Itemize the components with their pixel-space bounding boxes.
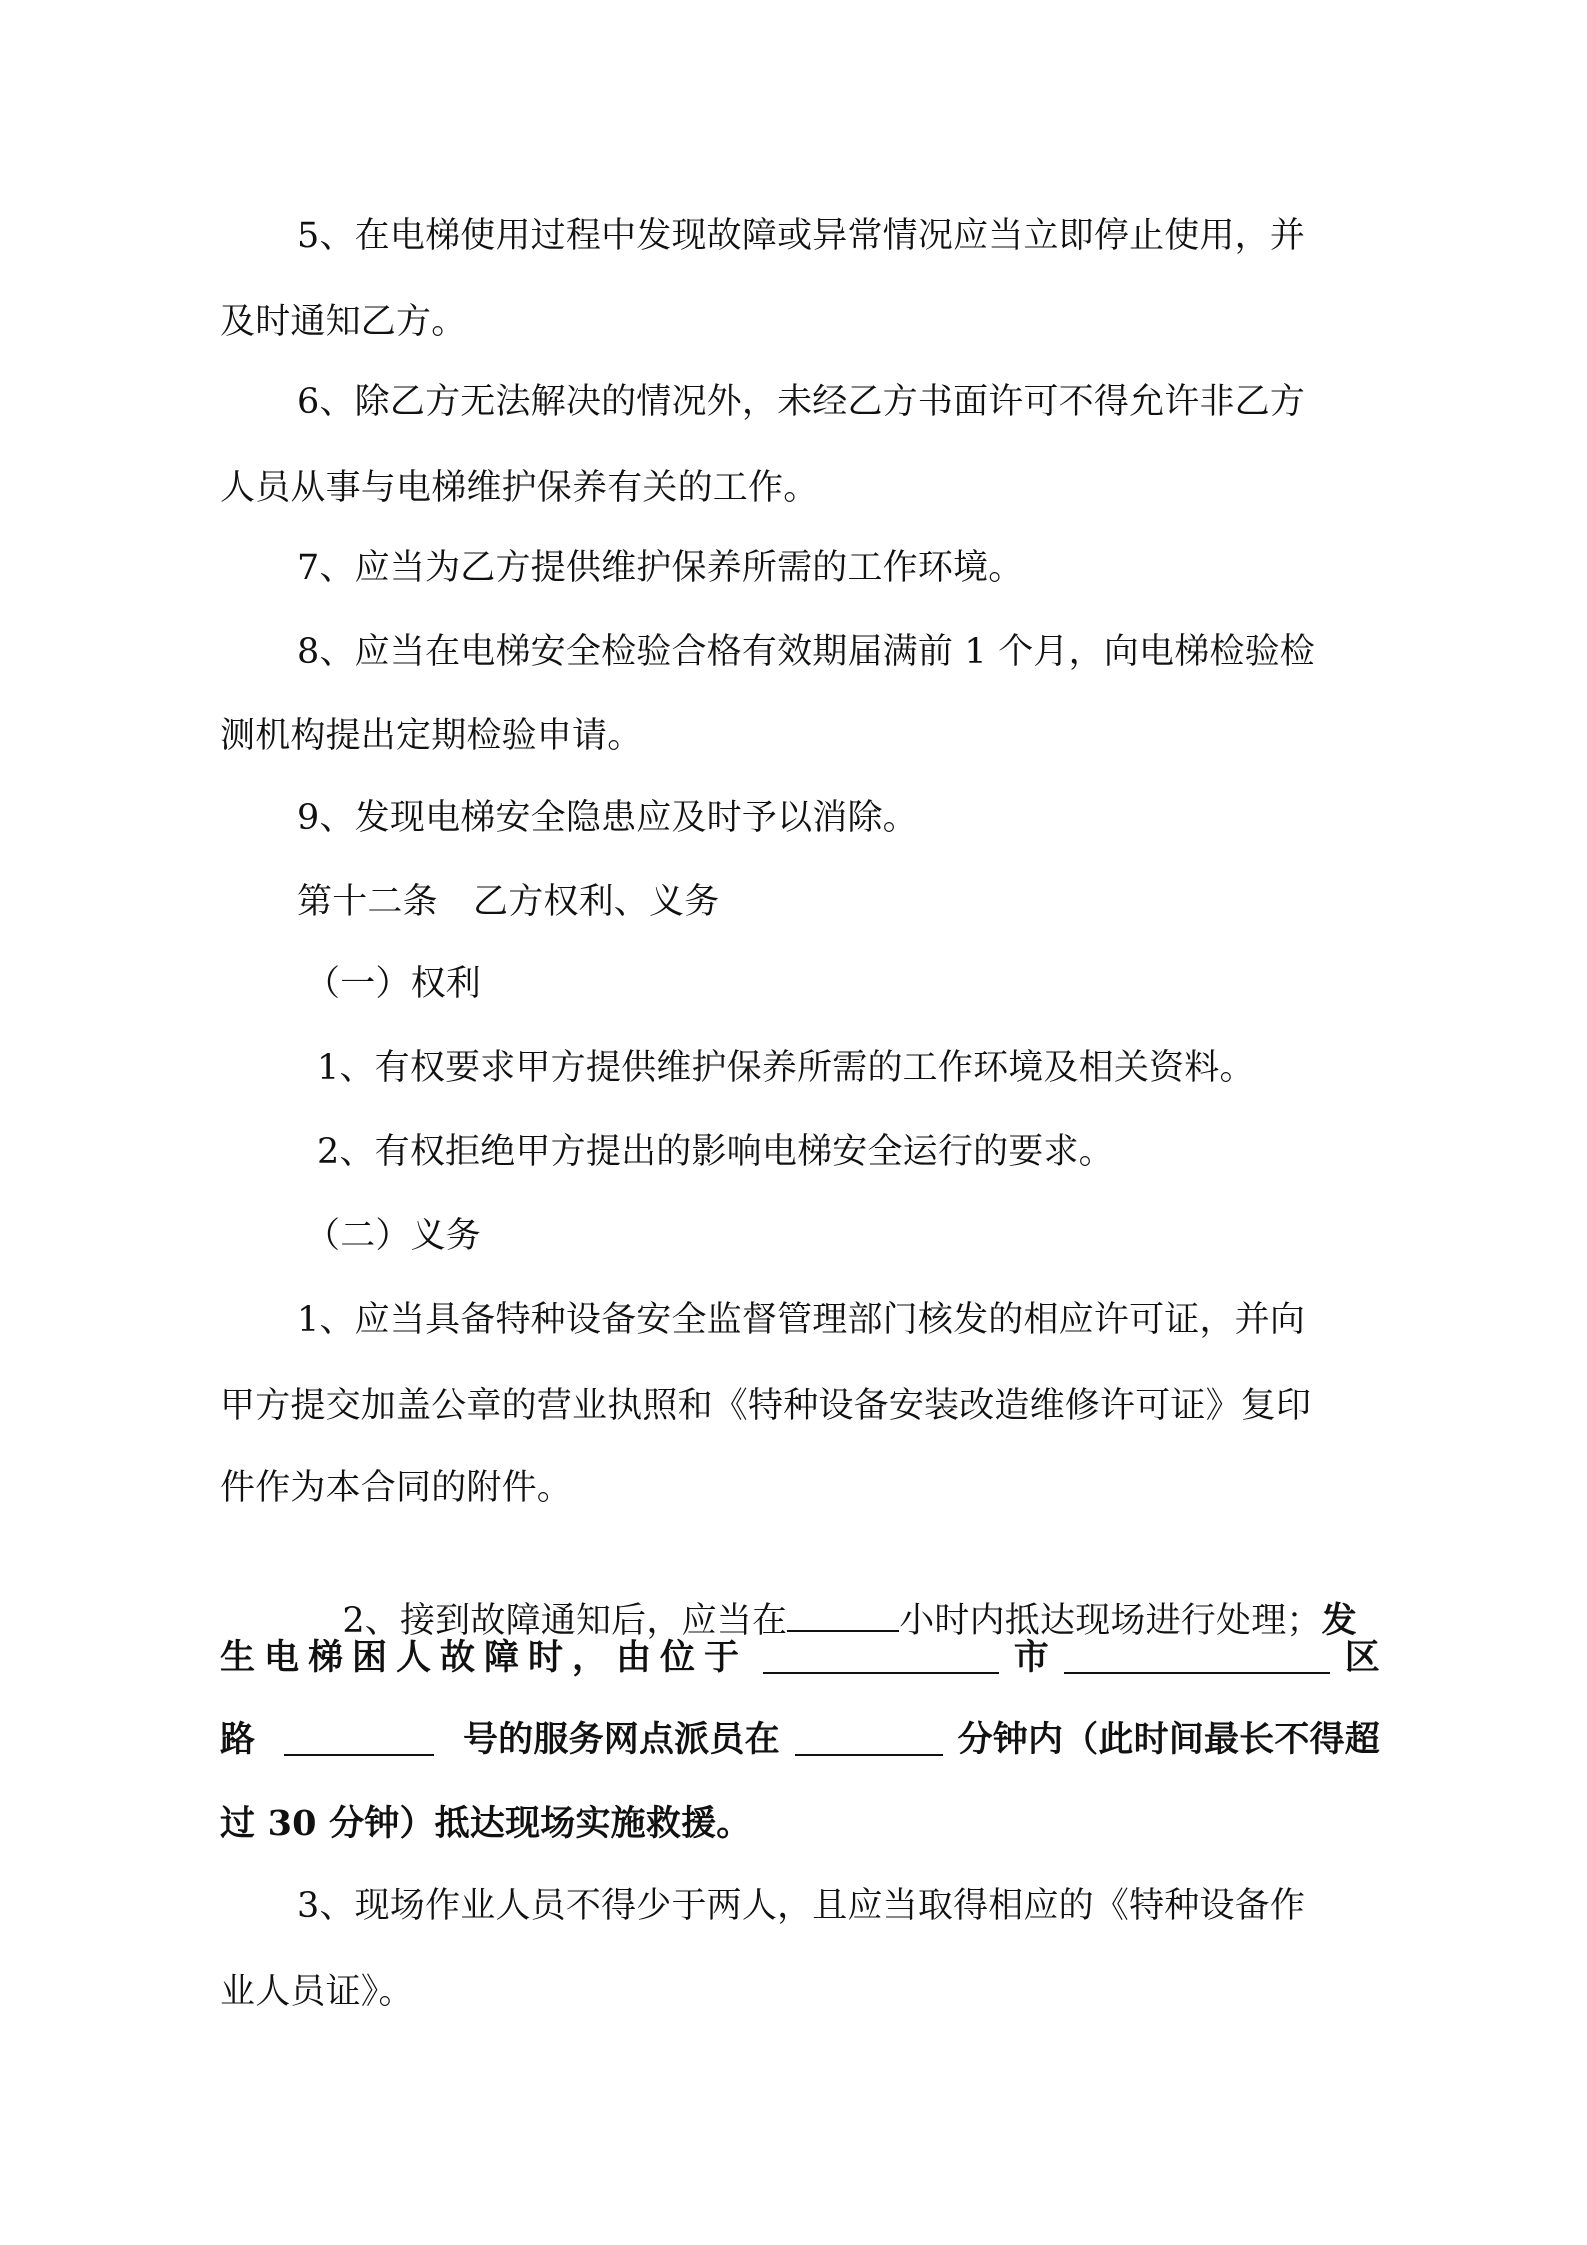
duties-2-line-1 — [297, 1550, 1357, 1641]
paragraph-8-line-1: 8、应当在电梯安全检验合格有效期届满前 1 个月，向电梯检验检 — [297, 632, 1315, 672]
rights-item-1: 1、有权要求甲方提供维护保养所需的工作环境及相关资料。 — [317, 1048, 1255, 1088]
duties-2-line-4: 过 30 分钟）抵达现场实施救援。 — [220, 1803, 752, 1844]
district-blank[interactable] — [1064, 1636, 1330, 1674]
paragraph-7-line-1: 7、应当为乙方提供维护保养所需的工作环境。 — [297, 548, 1024, 588]
duties-2-line-3-text-a: 路 — [220, 1719, 256, 1760]
rights-heading: （一）权利 — [305, 964, 482, 1004]
article-heading: 第十二条 乙方权利、义务 — [297, 882, 720, 922]
duties-2-line-1-text-b: 小时内抵达现场进行处理； — [899, 1601, 1322, 1641]
duties-3-line-1: 3、现场作业人员不得少于两人，且应当取得相应的《特种设备作 — [297, 1886, 1306, 1926]
paragraph-5-line-1: 5、在电梯使用过程中发现故障或异常情况应当立即停止使用，并 — [297, 216, 1306, 256]
duties-2-line-1-text-c: 发 — [1321, 1600, 1357, 1641]
duties-1-line-2: 甲方提交加盖公章的营业执照和《特种设备安装改造维修许可证》复印 — [220, 1386, 1312, 1426]
rights-item-2: 2、有权拒绝甲方提出的影响电梯安全运行的要求。 — [317, 1132, 1114, 1172]
paragraph-6-line-2: 人员从事与电梯维护保养有关的工作。 — [220, 468, 819, 508]
duties-2-line-2-text-a: 生电梯困人故障时，由位于 — [220, 1637, 749, 1678]
duties-heading: （二）义务 — [305, 1216, 482, 1256]
duties-3-line-2: 业人员证》。 — [220, 1972, 414, 2012]
duties-2-line-3-text-c: 分钟内（此时间最长不得超 — [957, 1719, 1380, 1760]
duties-2-line-2-text-c: 区 — [1344, 1637, 1380, 1678]
paragraph-9-line-1: 9、发现电梯安全隐患应及时予以消除。 — [297, 798, 918, 838]
minutes-blank[interactable] — [795, 1718, 943, 1756]
paragraph-6-line-1: 6、除乙方无法解决的情况外，未经乙方书面许可不得允许非乙方 — [297, 382, 1306, 422]
paragraph-8-line-2: 测机构提出定期检验申请。 — [220, 716, 643, 756]
duties-1-line-3: 件作为本合同的附件。 — [220, 1468, 573, 1508]
duties-2-line-2-text-b: 市 — [1013, 1637, 1049, 1678]
duties-1-line-1: 1、应当具备特种设备安全监督管理部门核发的相应许可证，并向 — [297, 1300, 1306, 1340]
paragraph-5-line-2: 及时通知乙方。 — [220, 302, 467, 342]
duties-2-line-3-text-b: 号的服务网点派员在 — [462, 1719, 780, 1760]
hours-blank[interactable] — [787, 1594, 899, 1632]
city-blank[interactable] — [763, 1636, 999, 1674]
duties-2-line-2 — [220, 1636, 1380, 1680]
duties-2-line-1-text-a: 2、接到故障通知后，应当在 — [342, 1601, 788, 1641]
road-blank[interactable] — [284, 1718, 434, 1756]
duties-2-line-3 — [220, 1718, 1380, 1762]
